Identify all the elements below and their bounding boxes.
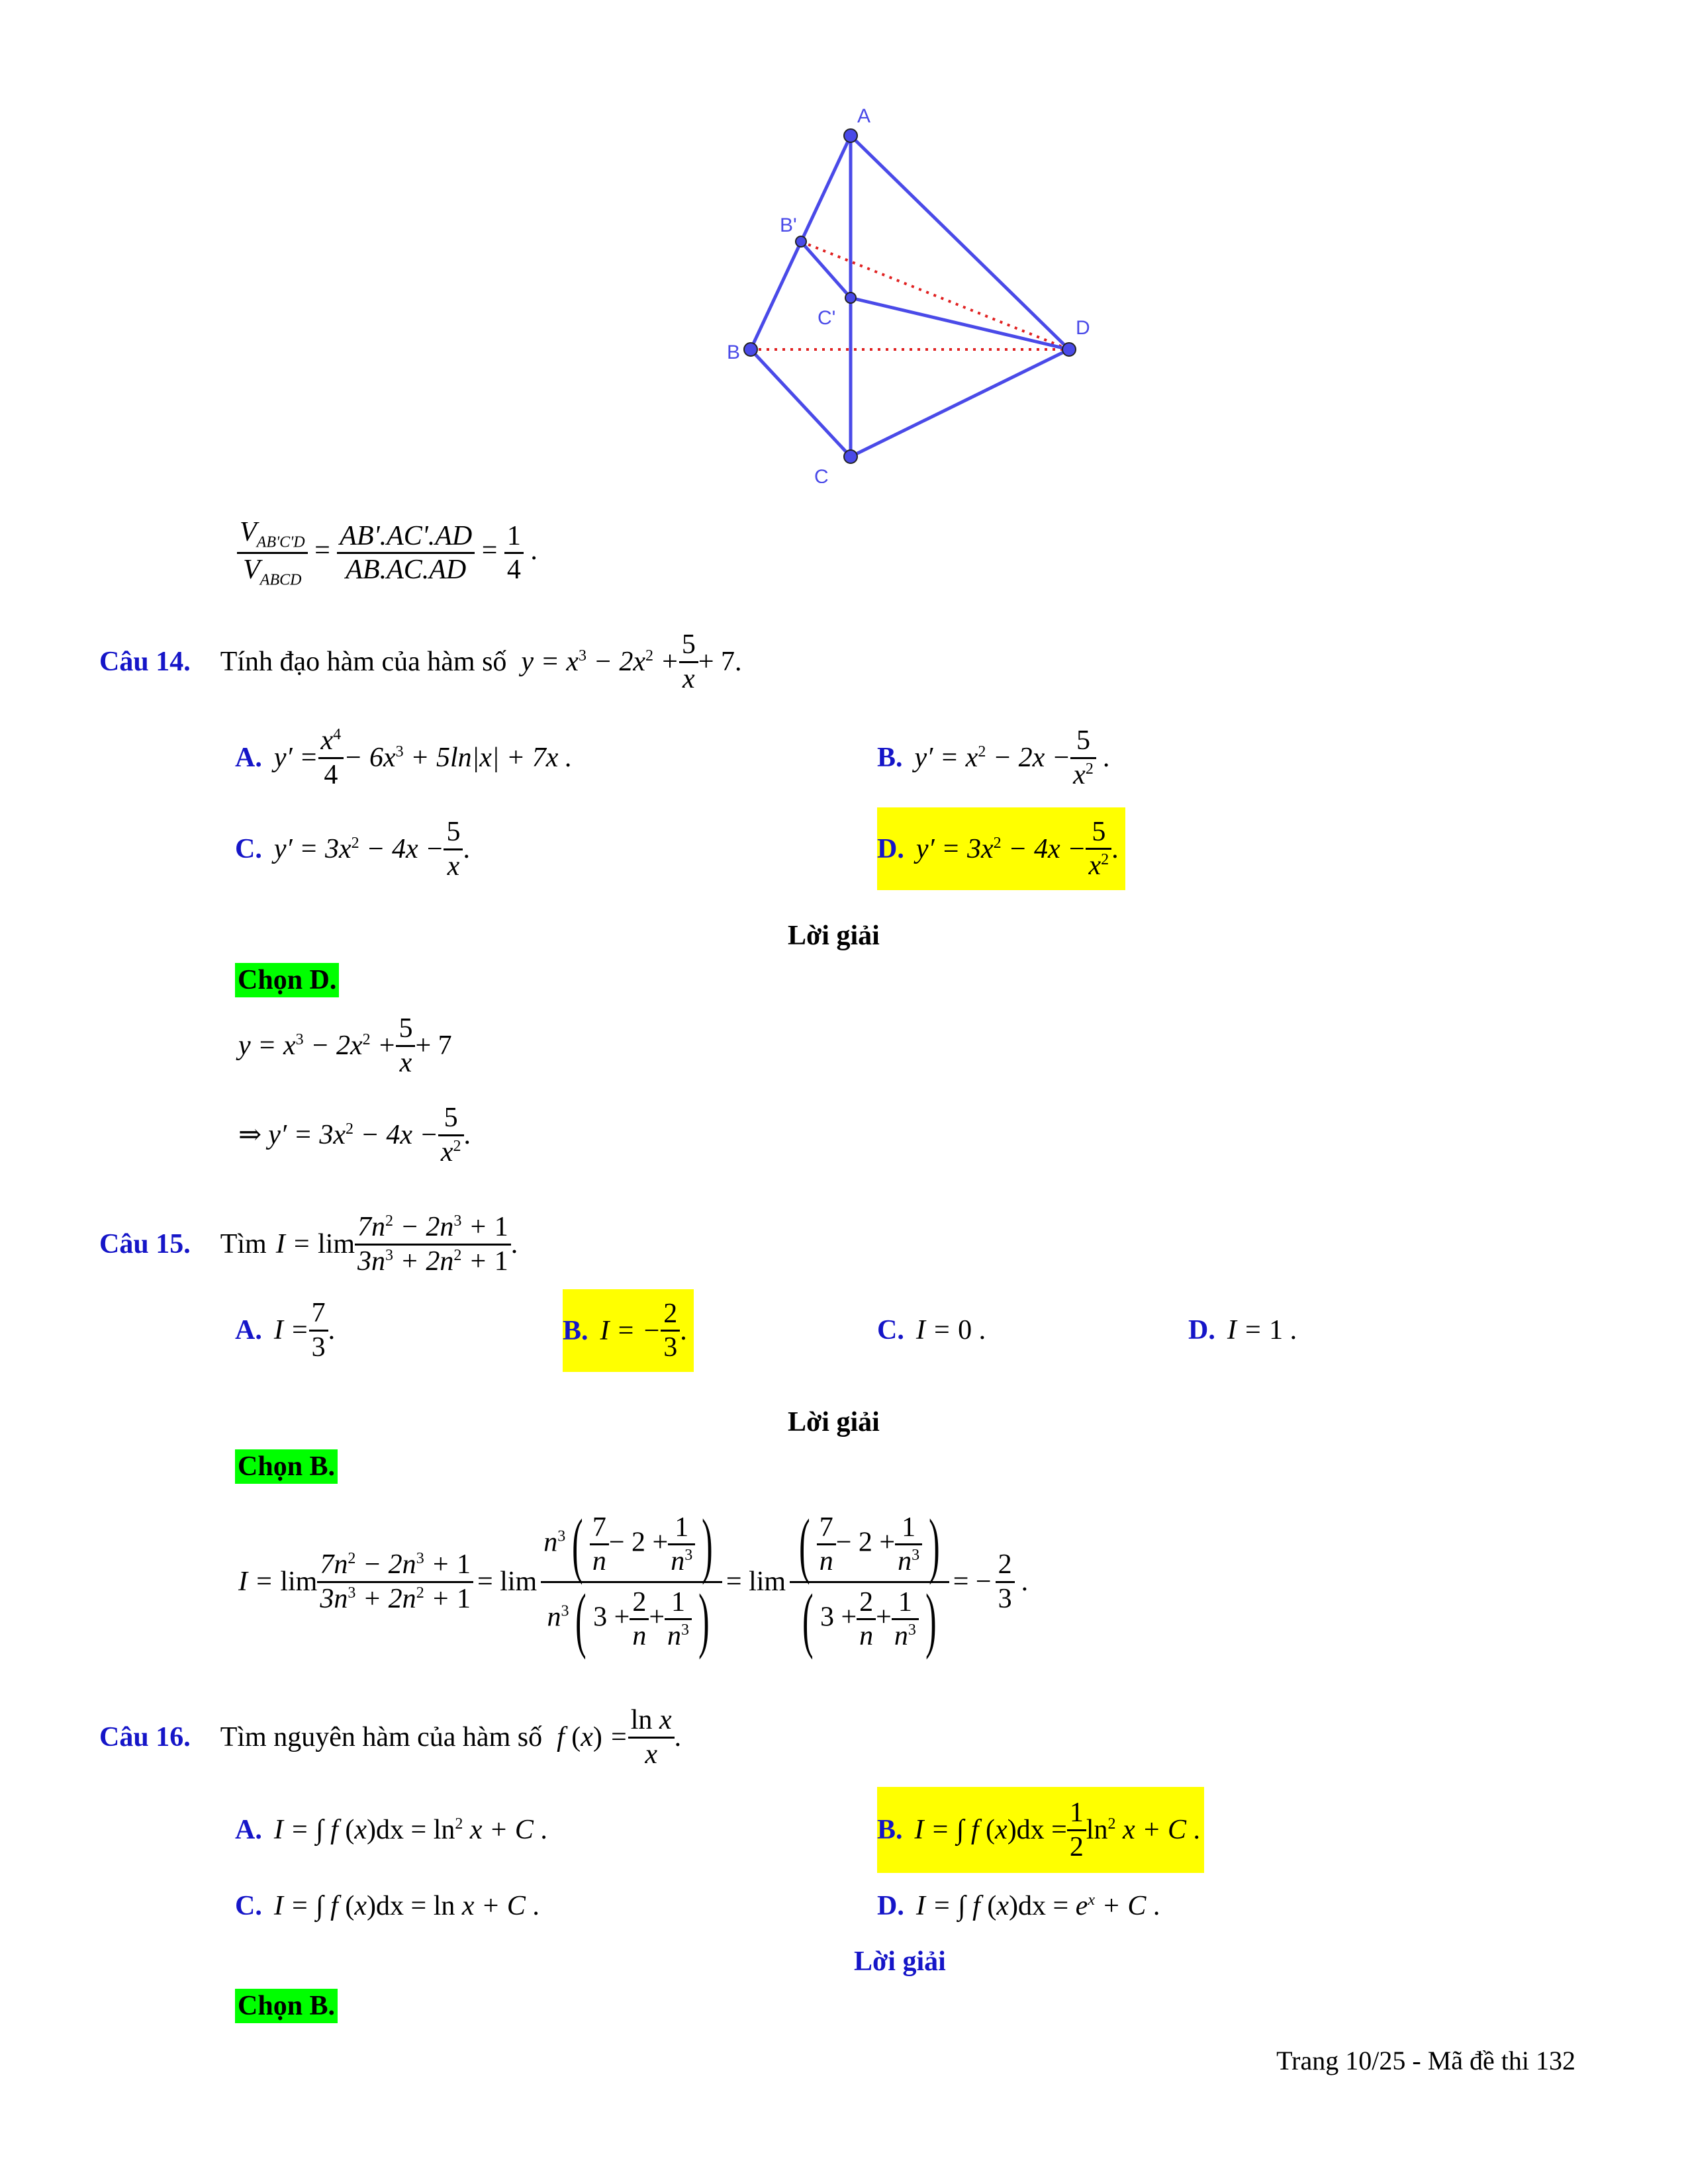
- point-b: [744, 343, 757, 356]
- q15-solution-line: I = lim $\frac{7n^2 - 2n^3 + 1}{3n^3 + 2n^2 + 1}$ = lim $n^3$( $\frac{7}{n}$ − 2 + $\frac{1}{n^3}$ ) $n^3$( 3 + $\frac{2}{n}$ + $\frac{1}{n^3}$ ) = lim ( $\frac{7}{n}$ − 2 + $\frac{1}{n^3}$ ) ( 3 + $\frac{2}{n}$ + $\frac{1}{n^3}$ ) = − $\frac{2}{3}$ .: [238, 1504, 1029, 1660]
- label-b: B: [727, 341, 741, 363]
- q16-choose: Chọn B.: [235, 1989, 338, 2023]
- q15-option-b-label: B.: [563, 1315, 588, 1346]
- q15-option-d[interactable]: D. I = 1 .: [1188, 1315, 1297, 1345]
- edge-bprime-cprime: [801, 242, 851, 298]
- volume-ratio-formula: $\frac{V_{AB'C'D}}{V_{ABCD}}$ = $\frac{AB'.AC'.AD}{AB.AC.AD}$ = $\frac{1}{4}$ .: [237, 516, 538, 590]
- q14-solution-line2: ⇒ $y' = 3x^2 - 4x$ − $\frac{5}{x^2}$ .: [238, 1103, 471, 1167]
- q14-option-d-label: D.: [877, 833, 904, 864]
- q16-label: Câu 16.: [99, 1722, 191, 1752]
- q14-option-c-label: C.: [235, 834, 262, 864]
- q15-option-c-label: C.: [877, 1315, 904, 1345]
- q16-option-a-label: A.: [235, 1815, 262, 1845]
- q15-solution-heading: Lời giải: [788, 1407, 880, 1437]
- edge-cprime-d: [851, 298, 1069, 349]
- q14-option-a[interactable]: A. y′ = $\frac{x^4}{4}$ − $6x^3 + 5\ln|x| + 7x$ .: [235, 725, 573, 790]
- q15-stem: Câu 15. Tìm I = lim $\frac{7n^2 - 2n^3 + 1}{3n^3 + 2n^2 + 1}$ .: [99, 1212, 518, 1277]
- q14-option-b[interactable]: B. $y' = x^2 - 2x$ − $\frac{5}{x^2}$ .: [877, 725, 1110, 790]
- q15-option-d-label: D.: [1188, 1315, 1215, 1345]
- label-c: C: [814, 466, 829, 483]
- q16-text: Tìm nguyên hàm của hàm số: [220, 1722, 543, 1752]
- q15-choose: Chọn B.: [235, 1449, 338, 1484]
- q14-stem: Câu 14. Tính đạo hàm của hàm số $y = x^3 - 2x^2$ + $\frac{5}{x}$ + 7.: [99, 629, 742, 694]
- q16-option-b-label: B.: [877, 1815, 903, 1845]
- q16-option-c[interactable]: C. I = ∫ f (x)dx = ln x + C .: [235, 1891, 539, 1921]
- q14-choose: Chọn D.: [235, 963, 339, 997]
- q16-option-c-label: C.: [235, 1891, 262, 1921]
- tetrahedron-figure: [715, 99, 1125, 483]
- q14-option-a-label: A.: [235, 743, 262, 773]
- q16-solution-heading: Lời giải: [854, 1946, 946, 1977]
- q14-label: Câu 14.: [99, 647, 191, 677]
- q15-label: Câu 15.: [99, 1229, 191, 1259]
- q15-text: Tìm: [220, 1229, 267, 1259]
- page-footer: Trang 10/25 - Mã đề thi 132: [1276, 2046, 1575, 2075]
- point-cprime: [845, 293, 856, 303]
- label-cprime: C': [818, 307, 836, 329]
- q16-stem: Câu 16. Tìm nguyên hàm của hàm số f (x) = $\frac{\text{ln x}}{x}$ .: [99, 1705, 682, 1770]
- q14-solution-line1: $y = x^3 - 2x^2$ + $\frac{5}{x}$ + 7: [238, 1013, 452, 1078]
- q14-option-c[interactable]: C. $y' = 3x^2 - 4x$ − $\frac{5}{x}$ .: [235, 817, 470, 882]
- edge-b-c: [751, 349, 851, 457]
- edge-c-d: [851, 349, 1069, 457]
- point-d: [1062, 343, 1076, 356]
- q15-option-b[interactable]: B. I = − $\frac{2}{3}$ .: [563, 1289, 694, 1372]
- point-bprime: [796, 236, 806, 247]
- q15-option-c[interactable]: C. I = 0 .: [877, 1315, 986, 1345]
- q15-option-a-label: A.: [235, 1315, 262, 1345]
- q14-text: Tính đạo hàm của hàm số: [220, 647, 507, 677]
- q16-option-a[interactable]: A. I = ∫ f $(x)dx = \ln^2 x + C$ .: [235, 1815, 547, 1845]
- label-a: A: [857, 105, 871, 127]
- label-bprime: B': [780, 214, 797, 236]
- q14-solution-heading: Lời giải: [788, 921, 880, 951]
- q15-option-a[interactable]: A. I = $\frac{7}{3}$ .: [235, 1298, 336, 1363]
- label-d: D: [1076, 317, 1090, 339]
- q16-option-b[interactable]: B. I = ∫ f (x)dx = $\frac{1}{2}$ $\ln^2 x + C$ .: [877, 1787, 1204, 1873]
- q16-option-d-label: D.: [877, 1891, 904, 1921]
- q14-option-b-label: B.: [877, 743, 903, 773]
- q16-option-d[interactable]: D. I = ∫ f $(x)dx = e^x + C$ .: [877, 1891, 1160, 1921]
- point-a: [844, 129, 857, 142]
- q14-option-d[interactable]: D. $y' = 3x^2 - 4x$ − $\frac{5}{x^2}$ .: [877, 807, 1125, 890]
- point-c: [844, 450, 857, 463]
- edge-a-d: [851, 136, 1069, 349]
- edge-bprime-d: [801, 242, 1069, 349]
